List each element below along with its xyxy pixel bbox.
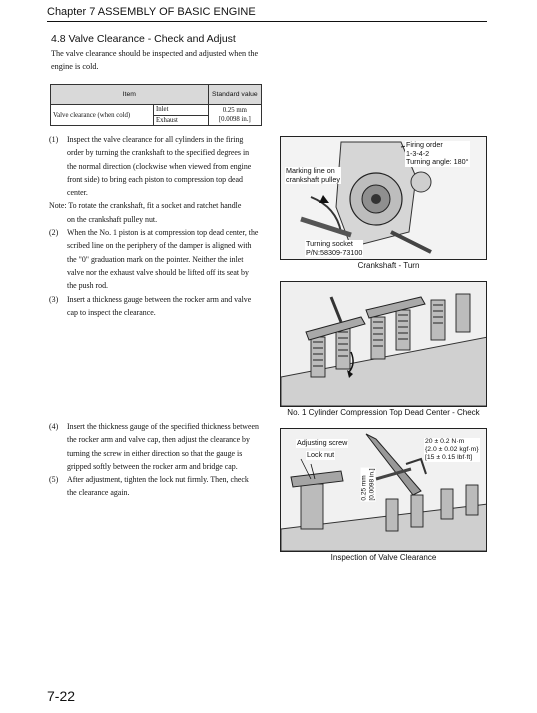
table-cell-inlet: Inlet [154, 105, 209, 116]
chapter-header: Chapter 7 ASSEMBLY OF BASIC ENGINE [47, 6, 487, 22]
step-4 [49, 420, 259, 473]
valve-train-illustration [281, 282, 487, 406]
table-cell-value [208, 105, 261, 126]
figure-image [280, 428, 487, 552]
note-text-cont: on the crankshaft pulley nut. [67, 214, 158, 224]
figure-tdc-check [280, 281, 487, 417]
step-number: (5) [49, 475, 59, 485]
figure-caption: Inspection of Valve Clearance [330, 553, 437, 562]
label-turning-socket: Turning socket P/N:58309-73100 [306, 239, 363, 257]
note-text: To rotate the crankshaft, fit a socket and ratchet handle [68, 201, 242, 211]
label-marking-line: Marking line on crankshaft pulley [286, 166, 340, 184]
figure-caption: No. 1 Cylinder Compression Top Dead Center - Check [287, 408, 480, 417]
step-text: Insert a thickness gauge between the rocker arm and valve cap to inspect the clearance. [67, 294, 252, 317]
value-mm: 0.25 mm [222, 107, 247, 114]
table-cell-exhaust: Exhaust [154, 115, 209, 126]
step-text: Inspect the valve clearance for all cylinders in the firing order by turning the crankshaft to the specified degrees in the normal direction (clockwise when viewed from engine front side) to bring each piston to compression top dead center. [67, 135, 252, 198]
figure-valve-inspection [280, 428, 487, 562]
steps-group-b [49, 420, 259, 500]
step-number: (2) [49, 228, 59, 238]
table-cell-item: Valve clearance (when cold) [51, 105, 154, 126]
label-torque: 20 ± 0.2 N·m {2.0 ± 0.02 kgf·m} [15 ± 0.15 lbf·ft] [425, 438, 479, 461]
note-label: Note: [49, 201, 67, 211]
label-lock-nut: Lock nut [307, 450, 335, 459]
step-text: After adjustment, tighten the lock nut firmly. Then, check the clearance again. [67, 475, 249, 498]
step-text: Insert the thickness gauge of the specified thickness between the rocker arm and valve cap, then adjust the clearance by turning the screw in either direction so that the gauge is gripped softly between the rocker arm and bridge cap. [67, 422, 259, 471]
figure-image [280, 281, 487, 407]
steps-group-a [49, 133, 259, 319]
step-number: (1) [49, 135, 59, 144]
figure-crankshaft-turn [280, 136, 487, 270]
step-2 [49, 226, 259, 292]
valve-clearance-table [50, 84, 262, 126]
table-header-standard: Standard value [208, 85, 261, 105]
section-title: 4.8 Valve Clearance - Check and Adjust [51, 33, 236, 45]
page-number: 7-22 [47, 688, 76, 704]
step-5 [49, 473, 259, 500]
label-adjusting-screw: Adjusting screw [297, 438, 348, 447]
table-header-item: Item [51, 85, 209, 105]
step-3 [49, 293, 259, 320]
value-in: [0.0098 in.] [218, 116, 251, 123]
figure-caption: Crankshaft - Turn [357, 261, 420, 270]
label-gauge-thickness: 0.25 mm [0.0098 in.] [360, 468, 376, 501]
step-number: (3) [49, 294, 59, 304]
step-text: When the No. 1 piston is at compression top dead center, the scribed line on the periphery of the damper is aligned with the "0" graduation mark on the pointer. Neither the inlet valve nor the exhaust valve should be lifted off its seat by the push rod. [67, 228, 259, 291]
label-firing-order: Firing order 1-3-4-2 Turning angle: 180° [406, 140, 469, 166]
step-number: (4) [49, 422, 59, 431]
figure-image [280, 136, 487, 260]
step-1 [49, 133, 259, 199]
note [49, 199, 259, 226]
intro-paragraph: The valve clearance should be inspected and adjusted when the engine is cold. [51, 49, 259, 71]
